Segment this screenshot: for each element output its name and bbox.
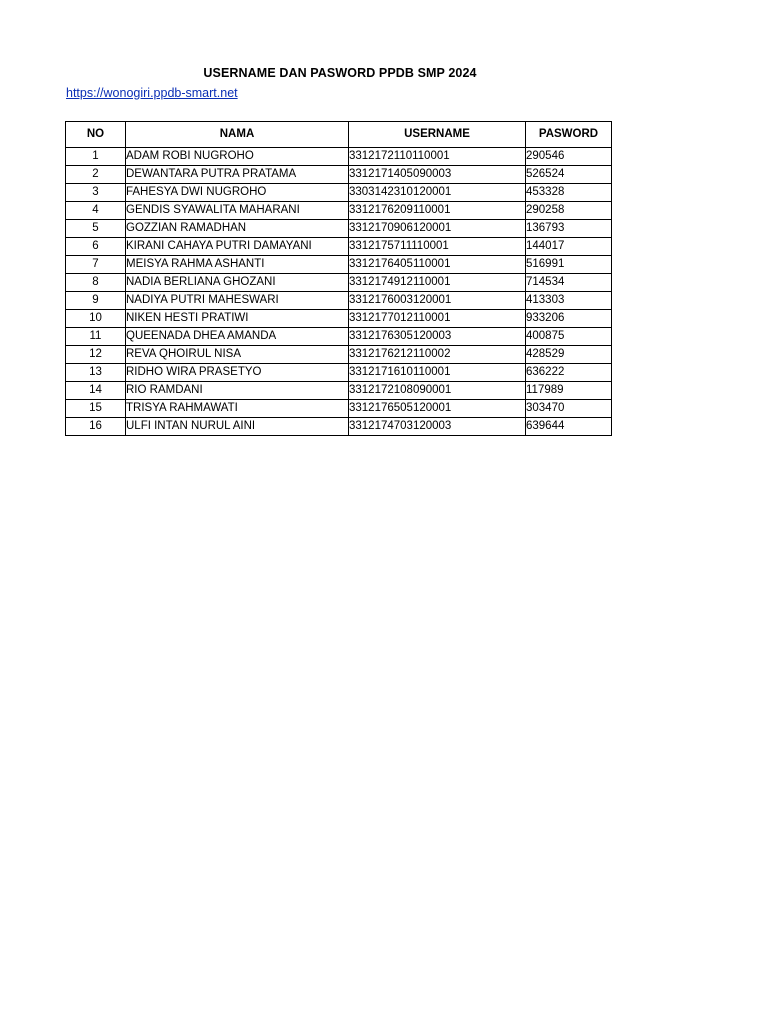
- cell-no: 8: [66, 274, 126, 292]
- cell-no: 12: [66, 346, 126, 364]
- table-row: [66, 274, 612, 292]
- cell-username: 3312170906120001: [349, 220, 526, 238]
- cell-pasword: 290258: [526, 202, 612, 220]
- cell-no: 11: [66, 328, 126, 346]
- cell-pasword: 639644: [526, 418, 612, 436]
- cell-nama: RIDHO WIRA PRASETYO: [126, 364, 349, 382]
- cell-pasword: 117989: [526, 382, 612, 400]
- table-row: [66, 328, 612, 346]
- cell-no: 4: [66, 202, 126, 220]
- cell-pasword: 636222: [526, 364, 612, 382]
- cell-pasword: 136793: [526, 220, 612, 238]
- header-no: NO: [66, 122, 126, 148]
- cell-pasword: 453328: [526, 184, 612, 202]
- cell-nama: MEISYA RAHMA ASHANTI: [126, 256, 349, 274]
- cell-nama: GOZZIAN RAMADHAN: [126, 220, 349, 238]
- table-row: [66, 220, 612, 238]
- cell-pasword: 933206: [526, 310, 612, 328]
- cell-username: 3312176003120001: [349, 292, 526, 310]
- cell-nama: RIO RAMDANI: [126, 382, 349, 400]
- cell-nama: ADAM ROBI NUGROHO: [126, 148, 349, 166]
- cell-no: 13: [66, 364, 126, 382]
- cell-pasword: 413303: [526, 292, 612, 310]
- table-row: [66, 238, 612, 256]
- cell-nama: REVA QHOIRUL NISA: [126, 346, 349, 364]
- cell-username: 3312174703120003: [349, 418, 526, 436]
- cell-username: 3312177012110001: [349, 310, 526, 328]
- cell-nama: ULFI INTAN NURUL AINI: [126, 418, 349, 436]
- cell-nama: FAHESYA DWI NUGROHO: [126, 184, 349, 202]
- header-pasword: PASWORD: [526, 122, 612, 148]
- cell-pasword: 144017: [526, 238, 612, 256]
- cell-no: 5: [66, 220, 126, 238]
- cell-nama: NIKEN HESTI PRATIWI: [126, 310, 349, 328]
- table-row: [66, 346, 612, 364]
- cell-pasword: 526524: [526, 166, 612, 184]
- table-row: [66, 148, 612, 166]
- cell-nama: NADIA BERLIANA GHOZANI: [126, 274, 349, 292]
- cell-no: 16: [66, 418, 126, 436]
- ppdb-link[interactable]: https://wonogiri.ppdb-smart.net: [66, 86, 238, 100]
- table-row: [66, 166, 612, 184]
- cell-nama: KIRANI CAHAYA PUTRI DAMAYANI: [126, 238, 349, 256]
- cell-no: 1: [66, 148, 126, 166]
- cell-pasword: 400875: [526, 328, 612, 346]
- cell-no: 10: [66, 310, 126, 328]
- credentials-table: [65, 121, 612, 436]
- cell-pasword: 714534: [526, 274, 612, 292]
- table-row: [66, 310, 612, 328]
- header-username: USERNAME: [349, 122, 526, 148]
- cell-no: 14: [66, 382, 126, 400]
- header-nama: NAMA: [126, 122, 349, 148]
- table-row: [66, 382, 612, 400]
- cell-nama: NADIYA PUTRI MAHESWARI: [126, 292, 349, 310]
- cell-username: 3312176212110002: [349, 346, 526, 364]
- cell-no: 2: [66, 166, 126, 184]
- cell-no: 9: [66, 292, 126, 310]
- cell-pasword: 516991: [526, 256, 612, 274]
- cell-no: 6: [66, 238, 126, 256]
- page-title: USERNAME DAN PASWORD PPDB SMP 2024: [203, 66, 477, 80]
- table-row: [66, 256, 612, 274]
- cell-username: 3312172108090001: [349, 382, 526, 400]
- cell-username: 3303142310120001: [349, 184, 526, 202]
- table-row: [66, 292, 612, 310]
- table-row: [66, 400, 612, 418]
- table-row: [66, 202, 612, 220]
- table-row: [66, 418, 612, 436]
- cell-username: 3312171405090003: [349, 166, 526, 184]
- table-header-row: [66, 122, 612, 148]
- cell-nama: GENDIS SYAWALITA MAHARANI: [126, 202, 349, 220]
- cell-username: 3312175711110001: [349, 238, 526, 256]
- cell-nama: QUEENADA DHEA AMANDA: [126, 328, 349, 346]
- cell-username: 3312174912110001: [349, 274, 526, 292]
- cell-no: 15: [66, 400, 126, 418]
- cell-username: 3312172110110001: [349, 148, 526, 166]
- cell-pasword: 303470: [526, 400, 612, 418]
- cell-pasword: 428529: [526, 346, 612, 364]
- cell-no: 7: [66, 256, 126, 274]
- cell-nama: DEWANTARA PUTRA PRATAMA: [126, 166, 349, 184]
- cell-username: 3312171610110001: [349, 364, 526, 382]
- cell-no: 3: [66, 184, 126, 202]
- cell-username: 3312176209110001: [349, 202, 526, 220]
- cell-nama: TRISYA RAHMAWATI: [126, 400, 349, 418]
- table-row: [66, 184, 612, 202]
- cell-username: 3312176505120001: [349, 400, 526, 418]
- cell-pasword: 290546: [526, 148, 612, 166]
- cell-username: 3312176305120003: [349, 328, 526, 346]
- cell-username: 3312176405110001: [349, 256, 526, 274]
- table-row: [66, 364, 612, 382]
